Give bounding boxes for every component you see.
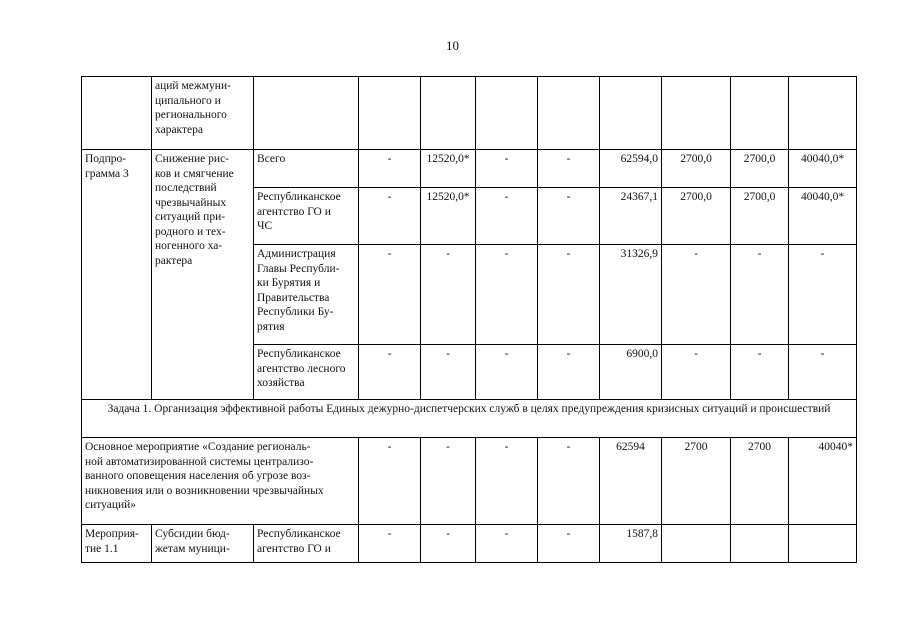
value-cell: 12520,0* [421, 188, 476, 245]
value-cell: - [359, 150, 421, 188]
value-cell: - [359, 245, 421, 345]
value-cell: - [731, 345, 789, 400]
value-cell [731, 525, 789, 563]
table-cell [789, 77, 857, 150]
table-cell [82, 77, 152, 150]
value-cell: - [538, 150, 600, 188]
table-cell [359, 77, 421, 150]
table-row [82, 525, 857, 563]
executor-cell: Республиканское агентство ГО и ЧС [254, 188, 359, 245]
value-cell: - [476, 150, 538, 188]
value-cell: - [421, 525, 476, 563]
table-cell [254, 77, 359, 150]
value-cell: - [789, 245, 857, 345]
value-cell: 1587,8 [600, 525, 662, 563]
value-cell: - [789, 345, 857, 400]
table-cell [662, 77, 731, 150]
main-activity-cell: Основное мероприятие «Создание региональ- ной автоматизированной системы централизо- ванного оповещения населения об угрозе воз- никновения или о возникновении чрезвычайных ситуаций» [82, 438, 359, 525]
subprogram-title: Снижение рис- ков и смягчение последствий чрезвычайных ситуаций при- родного и тех- ногенного ха- рактера [152, 150, 254, 400]
executor-cell: Всего [254, 150, 359, 188]
subprogram-label: Подпро- грамма 3 [82, 150, 152, 400]
table-row [82, 77, 857, 150]
value-cell: 2700,0 [731, 188, 789, 245]
value-cell: 2700,0 [731, 150, 789, 188]
value-cell: 6900,0 [600, 345, 662, 400]
task-heading: Задача 1. Организация эффективной работы Единых дежурно-диспетчерских служб в целях предупреждения кризисных ситуаций и происшествий [82, 400, 857, 438]
value-cell: - [538, 525, 600, 563]
table-cell [421, 77, 476, 150]
value-cell: - [538, 345, 600, 400]
executor-cell: Республиканское агентство ГО и [254, 525, 359, 563]
executor-cell: Администрация Главы Республи- ки Бурятия и Правительства Республики Бу- рятия [254, 245, 359, 345]
value-cell: - [476, 245, 538, 345]
value-cell: - [538, 245, 600, 345]
value-cell [662, 525, 731, 563]
value-cell: 62594 [600, 438, 662, 525]
value-cell: 31326,9 [600, 245, 662, 345]
value-cell: - [359, 345, 421, 400]
value-cell: - [731, 245, 789, 345]
table-row [82, 438, 857, 525]
value-cell: 62594,0 [600, 150, 662, 188]
value-cell: 2700,0 [662, 188, 731, 245]
value-cell: - [538, 438, 600, 525]
activity-label: Мероприя- тие 1.1 [82, 525, 152, 563]
page-number: 10 [446, 38, 459, 53]
value-cell: 2700,0 [662, 150, 731, 188]
value-cell: 12520,0* [421, 150, 476, 188]
table-cell: аций межмуни- ципального и регионального характера [152, 77, 254, 150]
executor-cell: Республиканское агентство лесного хозяйства [254, 345, 359, 400]
value-cell: - [421, 345, 476, 400]
value-cell: 40040,0* [789, 188, 857, 245]
value-cell: 40040* [789, 438, 857, 525]
value-cell: - [662, 345, 731, 400]
value-cell: - [476, 188, 538, 245]
table-cell [600, 77, 662, 150]
table-cell [731, 77, 789, 150]
value-cell: - [359, 438, 421, 525]
value-cell: - [421, 438, 476, 525]
value-cell: 40040,0* [789, 150, 857, 188]
value-cell: - [359, 188, 421, 245]
value-cell: - [421, 245, 476, 345]
value-cell: 2700 [662, 438, 731, 525]
value-cell: - [476, 525, 538, 563]
activity-title: Субсидии бюд- жетам муници- [152, 525, 254, 563]
value-cell: - [662, 245, 731, 345]
value-cell: 24367,1 [600, 188, 662, 245]
value-cell: - [359, 525, 421, 563]
table-cell [476, 77, 538, 150]
value-cell: - [476, 438, 538, 525]
table-cell [538, 77, 600, 150]
value-cell: - [476, 345, 538, 400]
table-row [82, 150, 857, 188]
budget-table [81, 76, 857, 563]
value-cell: 2700 [731, 438, 789, 525]
value-cell: - [538, 188, 600, 245]
value-cell [789, 525, 857, 563]
table-row [82, 400, 857, 438]
